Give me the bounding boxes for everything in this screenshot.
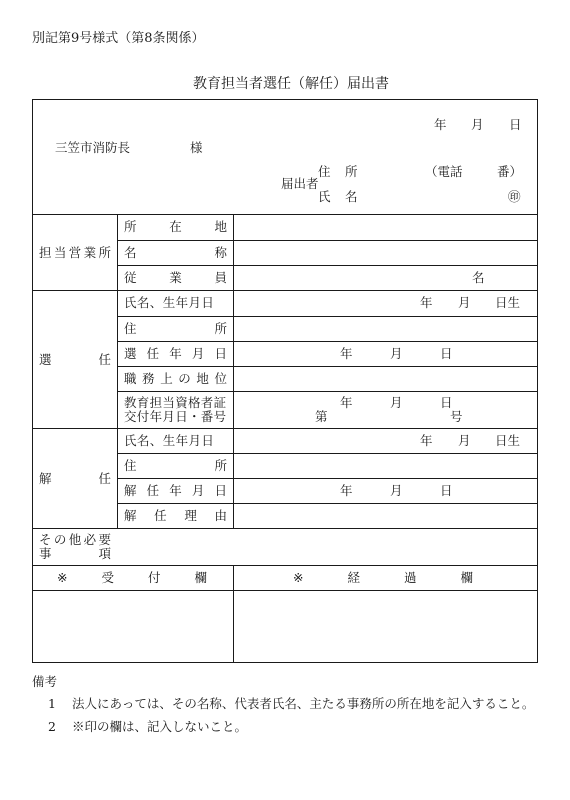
form-label: 別記第9号様式（第8条関係） bbox=[32, 31, 205, 46]
dismiss-name-dob-label: 氏名、生年月日 bbox=[124, 433, 215, 448]
phone-close: 番） bbox=[497, 164, 523, 179]
certificate-date-year: 年 bbox=[340, 395, 353, 410]
date-day: 日 bbox=[509, 117, 522, 132]
dismiss-address-label: 住 所 bbox=[124, 458, 227, 473]
appoint-dob-month: 月 bbox=[458, 295, 471, 310]
office-name-label: 名 称 bbox=[124, 245, 227, 260]
date-month: 月 bbox=[471, 117, 484, 132]
reception-column-header: ※ 受 付 欄 bbox=[57, 570, 207, 585]
dismiss-date-month: 月 bbox=[390, 483, 403, 498]
note-2-text: ※印の欄は、記入しないこと。 bbox=[72, 719, 248, 734]
form-title: 教育担当者選任（解任）届出書 bbox=[193, 76, 389, 92]
appoint-section-label: 選 任 bbox=[39, 352, 111, 367]
appoint-address-label: 住 所 bbox=[124, 321, 227, 336]
certificate-label-line1: 教育担当資格者証 bbox=[124, 395, 227, 410]
notes-heading: 備考 bbox=[32, 674, 58, 689]
address-label-2: 所 bbox=[345, 164, 358, 179]
name-label-2: 名 bbox=[345, 189, 358, 204]
dismiss-date-day: 日 bbox=[440, 483, 453, 498]
certificate-date-day: 日 bbox=[440, 395, 453, 410]
addressee: 三笠市消防長 bbox=[55, 140, 131, 155]
certificate-date-month: 月 bbox=[390, 395, 403, 410]
progress-column-header: ※ 経 過 欄 bbox=[293, 570, 473, 585]
dismiss-dob-month: 月 bbox=[458, 433, 471, 448]
date-year: 年 bbox=[434, 117, 447, 132]
employees-count-suffix: 名 bbox=[472, 270, 485, 285]
seal-mark: ㊞ bbox=[508, 189, 521, 204]
appoint-dob-day: 日生 bbox=[495, 295, 521, 310]
name-label-1: 氏 bbox=[318, 189, 331, 204]
certificate-number-suffix: 号 bbox=[450, 409, 463, 424]
certificate-number-prefix: 第 bbox=[315, 409, 328, 424]
appoint-date-year: 年 bbox=[340, 346, 353, 361]
other-label-line2: 事 項 bbox=[39, 546, 111, 561]
dismiss-dob-day: 日生 bbox=[495, 433, 521, 448]
office-employees-label: 従 業 員 bbox=[124, 270, 227, 285]
appoint-dob-year: 年 bbox=[420, 295, 433, 310]
certificate-label-line2: 交付年月日・番号 bbox=[124, 409, 227, 424]
dismiss-date-year: 年 bbox=[340, 483, 353, 498]
note-2-number: 2 bbox=[48, 719, 56, 734]
office-location-label: 所 在 地 bbox=[124, 219, 227, 234]
dismiss-section-label: 解 任 bbox=[39, 471, 111, 486]
other-label-line1: そ の 他 必 要 bbox=[39, 532, 111, 547]
dismiss-date-label: 解 任 年 月 日 bbox=[124, 483, 227, 498]
note-1-text: 法人にあっては、その名称、代表者氏名、主たる事務所の所在地を記入すること。 bbox=[72, 696, 535, 711]
office-section-label: 担 当 営 業 所 bbox=[39, 245, 111, 260]
applicant-label: 届出者 bbox=[281, 176, 319, 191]
phone-open: （電話 bbox=[425, 164, 463, 179]
addressee-sama: 様 bbox=[190, 140, 203, 155]
appoint-date-month: 月 bbox=[390, 346, 403, 361]
address-label-1: 住 bbox=[318, 164, 331, 179]
note-1-number: 1 bbox=[48, 696, 56, 711]
appoint-name-dob-label: 氏名、生年月日 bbox=[124, 295, 215, 310]
appoint-date-day: 日 bbox=[440, 346, 453, 361]
dismiss-dob-year: 年 bbox=[420, 433, 433, 448]
dismiss-reason-label: 解 任 理 由 bbox=[124, 508, 227, 523]
appoint-position-label: 職 務 上 の 地 位 bbox=[124, 371, 227, 386]
appoint-date-label: 選 任 年 月 日 bbox=[124, 346, 227, 361]
